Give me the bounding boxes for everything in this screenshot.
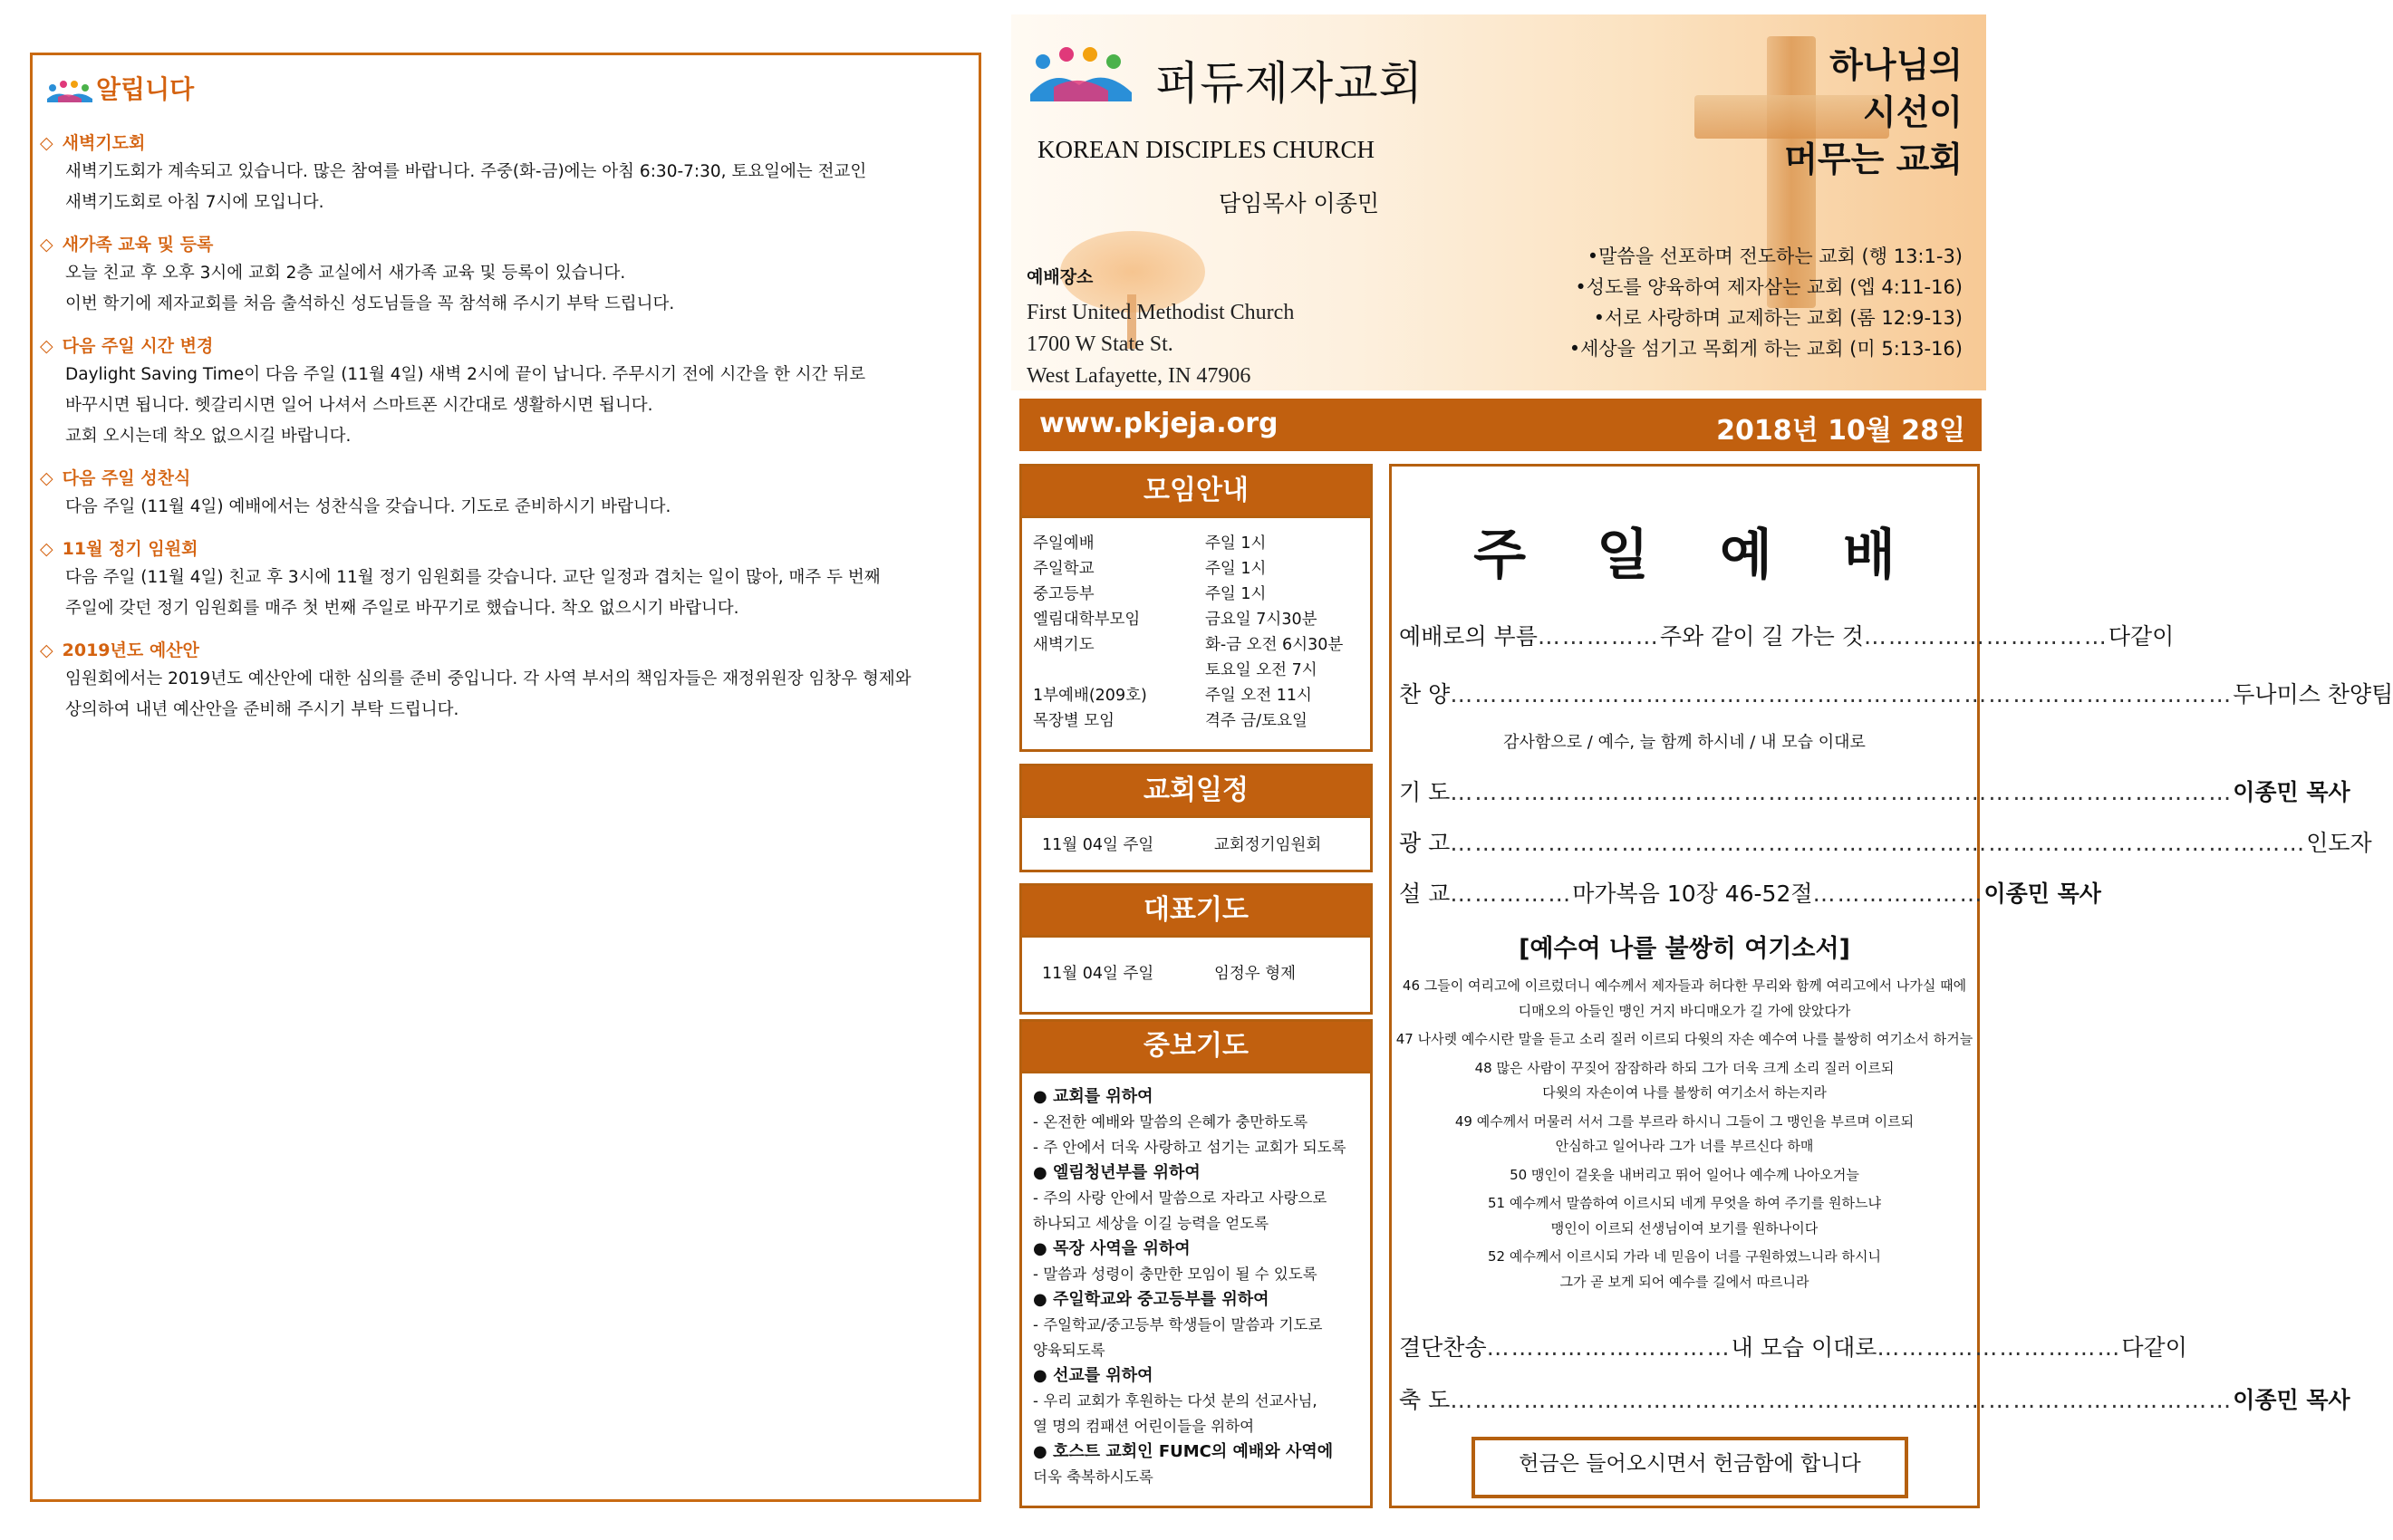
meeting-row <box>1033 708 1361 734</box>
diamond-bullet-icon: ◇ <box>40 468 53 488</box>
scripture-verse: 52 예수께서 이르시되 가라 네 믿음이 너를 구원하였느니라 하시니 그가 곧 보게 되어 예수를 길에서 따르니라 <box>1488 1248 1881 1290</box>
announcement-heading <box>40 465 960 492</box>
motto-line: 하나님의 <box>1829 45 1963 85</box>
mission-line: •말씀을 선포하며 전도하는 교회 (행 13:1-3) <box>1587 245 1963 267</box>
intercession-detail: - 말씀과 성령이 충만한 모임이 될 수 있도록 <box>1033 1266 1317 1283</box>
mission-line: •성도를 양육하여 제자삼는 교회 (엡 4:11-16) <box>1575 276 1963 298</box>
intercession-topic: ● 엘림청년부를 위하여 <box>1033 1163 1201 1182</box>
meeting-name: 새벽기도 <box>1033 636 1095 654</box>
announcement-item <box>40 231 960 320</box>
church-name: 퍼듀제자교회 <box>1155 57 1423 110</box>
intercession-topic: ● 목장 사역을 위하여 <box>1033 1239 1191 1258</box>
announcement-heading <box>40 637 960 664</box>
announcement-item <box>40 332 960 452</box>
announcement-line <box>1399 825 2372 858</box>
schedule-date: 11월 04일 주일 <box>1042 836 1154 854</box>
worship-order-box <box>1389 464 2393 1508</box>
leader-dots: …………………………………………………………………………………… <box>1450 681 2234 707</box>
order-person: 두나미스 찬양팀 <box>2233 681 2393 707</box>
order-detail: 마가복음 10장 46-52절 <box>1572 881 1813 907</box>
scripture-verse: 47 나사렛 예수시란 말을 듣고 소리 질러 이르되 다윗의 자손 예수여 나를 불쌍히 여기소서 하거늘 <box>1395 1031 1973 1047</box>
order-person: 다같이 <box>2108 623 2175 650</box>
address-line: West Lafayette, IN 47906 <box>1027 364 1251 388</box>
worship-place-address <box>1027 297 1294 392</box>
praise-line <box>1399 677 2393 709</box>
diamond-bullet-icon: ◇ <box>40 336 53 356</box>
meeting-row <box>1033 607 1361 632</box>
leader-dots: ………………………… <box>1486 1334 1732 1361</box>
leader-dots: …………………………………………………………………………………………… <box>1450 830 2307 856</box>
intercession-list <box>1022 1073 1370 1490</box>
bulletin-date: 2018년 10월 28일 <box>1716 415 1965 447</box>
announcement-item <box>40 637 960 726</box>
announcement-body: 새벽기도회가 계속되고 있습니다. 많은 참여를 바랍니다. 주중(화-금)에는 아침 6:30-7:30, 토요일에는 전교인 새벽기도회로 아침 7시에 모입니다. <box>65 162 867 212</box>
intercession-detail: 하나되고 세상을 이길 능력을 얻도록 <box>1033 1215 1269 1232</box>
intercession-detail: - 주의 사랑 안에서 말씀으로 자라고 사랑으로 <box>1033 1189 1327 1207</box>
church-logo-icon <box>1027 42 1135 105</box>
announcement-body: 임원회에서는 2019년도 예산안에 대한 심의를 준비 중입니다. 각 사역 부서의 책임자들은 재정위원장 임창우 형제와 상의하여 내년 예산안을 준비해 주시기 부탁 드립니다. <box>65 669 912 719</box>
worship-place-label: 예배장소 <box>1027 267 1094 287</box>
rep-prayer-person: 임정우 형제 <box>1214 965 1297 983</box>
sermon-line <box>1399 876 2101 909</box>
announcement-item <box>40 535 960 624</box>
address-line: 1700 W State St. <box>1027 332 1173 356</box>
intercession-topic: ● 선교를 위하여 <box>1033 1366 1153 1385</box>
order-label: 기 도 <box>1399 779 1451 805</box>
intercession-topic: ● 교회를 위하여 <box>1033 1087 1153 1106</box>
address-line: First United Methodist Church <box>1027 301 1295 324</box>
meeting-name: 엘림대학부모임 <box>1033 611 1141 629</box>
meeting-time: 토요일 오전 7시 <box>1205 661 1317 679</box>
meeting-name: 주일학교 <box>1033 560 1095 578</box>
announcement-heading <box>40 332 960 360</box>
schedule-list <box>1022 818 1370 858</box>
schedule-row <box>1042 833 1361 858</box>
diamond-bullet-icon: ◇ <box>40 640 53 660</box>
order-person: 이종민 목사 <box>2233 1387 2350 1413</box>
meeting-name: 목장별 모임 <box>1033 712 1115 730</box>
closing-hymn-line <box>1399 1330 2187 1362</box>
announcement-heading-text: 새벽기도회 <box>62 133 146 153</box>
announcement-heading-text: 다음 주일 시간 변경 <box>62 336 214 356</box>
scripture-verse: 49 예수께서 머물러 서서 그를 부르라 하시니 그들이 그 맹인을 부르며 이르되 안심하고 일어나라 그가 너를 부르신다 하매 <box>1454 1112 1915 1154</box>
intercession-detail: - 온전한 예배와 말씀의 은혜가 충만하도록 <box>1033 1113 1308 1131</box>
announcement-body: 다음 주일 (11월 4일) 예배에서는 성찬식을 갖습니다. 기도로 준비하시기 바랍니다. <box>65 497 671 516</box>
church-motto <box>1722 42 1963 183</box>
rep-prayer-row <box>1042 961 1361 987</box>
announcement-heading-text: 11월 정기 임원회 <box>62 539 198 559</box>
praise-songs: 감사함으로 / 예수, 늘 함께 하시네 / 내 모습 이대로 <box>1503 733 1866 752</box>
announcement-heading <box>40 130 960 157</box>
intercession-box <box>1019 1019 1373 1508</box>
meeting-row <box>1033 582 1361 607</box>
prayer-line <box>1399 775 2350 807</box>
leader-dots: ………………… <box>1812 881 1984 907</box>
meeting-name <box>1033 658 1205 683</box>
schedule-event: 교회정기임원회 <box>1214 836 1322 854</box>
church-name-english: KOREAN DISCIPLES CHURCH <box>1037 136 1375 163</box>
meeting-name: 주일예배 <box>1033 534 1095 553</box>
representative-prayer-title: 대표기도 <box>1022 886 1370 938</box>
order-detail: 주와 같이 길 가는 것 <box>1659 623 1864 650</box>
order-label: 광 고 <box>1399 830 1451 856</box>
meeting-row <box>1033 531 1361 556</box>
announcement-heading-text: 새가족 교육 및 등록 <box>62 235 214 255</box>
leader-dots: ………………………… <box>1863 623 2108 650</box>
meeting-time: 주일 1시 <box>1205 560 1267 578</box>
motto-line: 시선이 <box>1862 92 1963 132</box>
diamond-bullet-icon: ◇ <box>40 539 53 559</box>
church-logo-icon <box>45 77 94 104</box>
order-person: 이종민 목사 <box>2233 779 2350 805</box>
order-label: 예배로의 부름 <box>1399 623 1538 650</box>
intercession-detail: 열 명의 컴패션 어린이들을 위하여 <box>1033 1418 1255 1435</box>
meeting-time: 주일 오전 11시 <box>1205 687 1312 705</box>
schedule-box <box>1019 764 1373 872</box>
intercession-title: 중보기도 <box>1022 1022 1370 1073</box>
website-link[interactable]: www.pkjeja.org <box>1039 408 1279 439</box>
order-detail: 내 모습 이대로 <box>1731 1334 1877 1361</box>
scripture-verse: 46 그들이 여리고에 이르렀더니 예수께서 제자들과 허다한 무리와 함께 여리고에서 나가실 때에 디매오의 아들인 맹인 거지 바디매오가 길 가에 앉았다가 <box>1402 977 1967 1019</box>
meeting-time: 금요일 7시30분 <box>1205 611 1317 629</box>
intercession-topic: ● 호스트 교회인 FUMC의 예배와 사역에 <box>1033 1442 1334 1461</box>
announcements-list <box>40 130 960 738</box>
announcement-body: Daylight Saving Time이 다음 주일 (11월 4일) 새벽 2시에 끝이 납니다. 주무시기 전에 시간을 한 시간 뒤로 바꾸시면 됩니다. 헷갈리시면 일어 나셔서 스마트폰 시간대로 생활하시면 됩니다. 교회 오시는데 착오 없으시길 바랍니다. <box>65 365 866 446</box>
order-person: 인도자 <box>2306 830 2372 856</box>
leader-dots: …………………………………………………………………………………… <box>1450 1387 2234 1413</box>
announcement-item <box>40 130 960 218</box>
scripture-verse: 50 맹인이 겉옷을 내버리고 뛰어 일어나 예수께 나아오거늘 <box>1510 1166 1859 1183</box>
announcements-panel <box>30 53 981 1502</box>
meetings-list <box>1022 518 1370 734</box>
announcement-heading <box>40 231 960 258</box>
mission-line: •세상을 섬기고 목회게 하는 교회 (미 5:13-16) <box>1568 338 1963 360</box>
meetings-title: 모임안내 <box>1022 467 1370 518</box>
announcements-title: 알립니다 <box>96 74 195 104</box>
call-to-worship-line <box>1399 619 2175 651</box>
representative-prayer-box <box>1019 883 1373 1015</box>
meetings-box <box>1019 464 1373 752</box>
meeting-name: 1부예배(209호) <box>1033 687 1147 705</box>
order-label: 설 교 <box>1399 881 1451 907</box>
meeting-row <box>1033 683 1361 708</box>
intercession-topic: ● 주일학교와 중고등부를 위하여 <box>1033 1290 1269 1309</box>
diamond-bullet-icon: ◇ <box>40 133 53 153</box>
rep-prayer-date: 11월 04일 주일 <box>1042 965 1154 983</box>
url-date-bar <box>1019 399 1982 451</box>
order-person: 다같이 <box>2121 1334 2187 1361</box>
sermon-title: [예수여 나를 불쌍히 여기소서] <box>1519 935 1850 963</box>
intercession-detail: 양육되도록 <box>1033 1342 1105 1359</box>
announcement-heading-text: 2019년도 예산안 <box>62 640 199 660</box>
leader-dots: …………………………………………………………………………………… <box>1450 779 2234 805</box>
intercession-detail: - 우리 교회가 후원하는 다섯 분의 선교사님, <box>1033 1392 1317 1410</box>
representative-prayer-list <box>1022 938 1370 987</box>
order-person: 이종민 목사 <box>1983 881 2101 907</box>
meeting-time: 주일 1시 <box>1205 585 1267 603</box>
worship-title: 주일예배 <box>1473 524 1966 587</box>
order-label: 축 도 <box>1399 1387 1451 1413</box>
leader-dots: …………… <box>1537 623 1660 650</box>
meeting-name: 중고등부 <box>1033 585 1095 603</box>
mission-line: •서로 사랑하며 교제하는 교회 (롬 12:9-13) <box>1593 307 1963 329</box>
intercession-detail: 더욱 축복하시도록 <box>1033 1468 1153 1486</box>
scripture-verse: 48 많은 사람이 꾸짖어 잠잠하라 하되 그가 더욱 크게 소리 질러 이르되 다윗의 자손이여 나를 불쌍히 여기소서 하는지라 <box>1474 1059 1895 1101</box>
order-label: 결단찬송 <box>1399 1334 1487 1361</box>
announcement-heading <box>40 535 960 563</box>
scripture-passage <box>1395 974 1973 1298</box>
meeting-row <box>1033 658 1361 683</box>
meeting-time: 주일 1시 <box>1205 534 1267 553</box>
senior-pastor: 담임목사 이종민 <box>1219 190 1379 217</box>
order-label: 찬 양 <box>1399 681 1451 707</box>
announcement-body: 다음 주일 (11월 4일) 친교 후 3시에 11월 정기 임원회를 갖습니다. 교단 일정과 겹치는 일이 많아, 매주 두 번째 주일에 갖던 정기 임원회를 매주 첫 번째 주일로 바꾸기로 했습니다. 착오 없으시기 바랍니다. <box>65 568 881 618</box>
intercession-detail: - 주일학교/중고등부 학생들이 말씀과 기도로 <box>1033 1316 1323 1333</box>
benediction-line <box>1399 1382 2350 1415</box>
announcement-body: 오늘 친교 후 오후 3시에 교회 2층 교실에서 새가족 교육 및 등록이 있습니다. 이번 학기에 제자교회를 처음 출석하신 성도님들을 꼭 참석해 주시기 부탁 드립니다. <box>65 264 675 313</box>
meeting-row <box>1033 556 1361 582</box>
leader-dots: …………… <box>1450 881 1573 907</box>
meeting-row <box>1033 632 1361 658</box>
diamond-bullet-icon: ◇ <box>40 235 53 255</box>
scripture-verse: 51 예수께서 말씀하여 이르시되 네게 무엇을 하여 주기를 원하느냐 맹인이 이르되 선생님이여 보기를 원하나이다 <box>1488 1195 1881 1237</box>
intercession-detail: - 주 안에서 더욱 사랑하고 섬기는 교회가 되도록 <box>1033 1139 1346 1156</box>
schedule-title: 교회일정 <box>1022 766 1370 818</box>
church-missions <box>1504 241 1963 364</box>
meeting-time: 화-금 오전 6시30분 <box>1205 636 1344 654</box>
announcement-item <box>40 465 960 523</box>
offering-notice: 헌금은 들어오시면서 헌금함에 합니다 <box>1472 1437 1908 1498</box>
leader-dots: ………………………… <box>1877 1334 2122 1361</box>
motto-line: 머무는 교회 <box>1784 140 1963 179</box>
meeting-time: 격주 금/토요일 <box>1205 712 1307 730</box>
announcement-heading-text: 다음 주일 성찬식 <box>62 468 191 488</box>
